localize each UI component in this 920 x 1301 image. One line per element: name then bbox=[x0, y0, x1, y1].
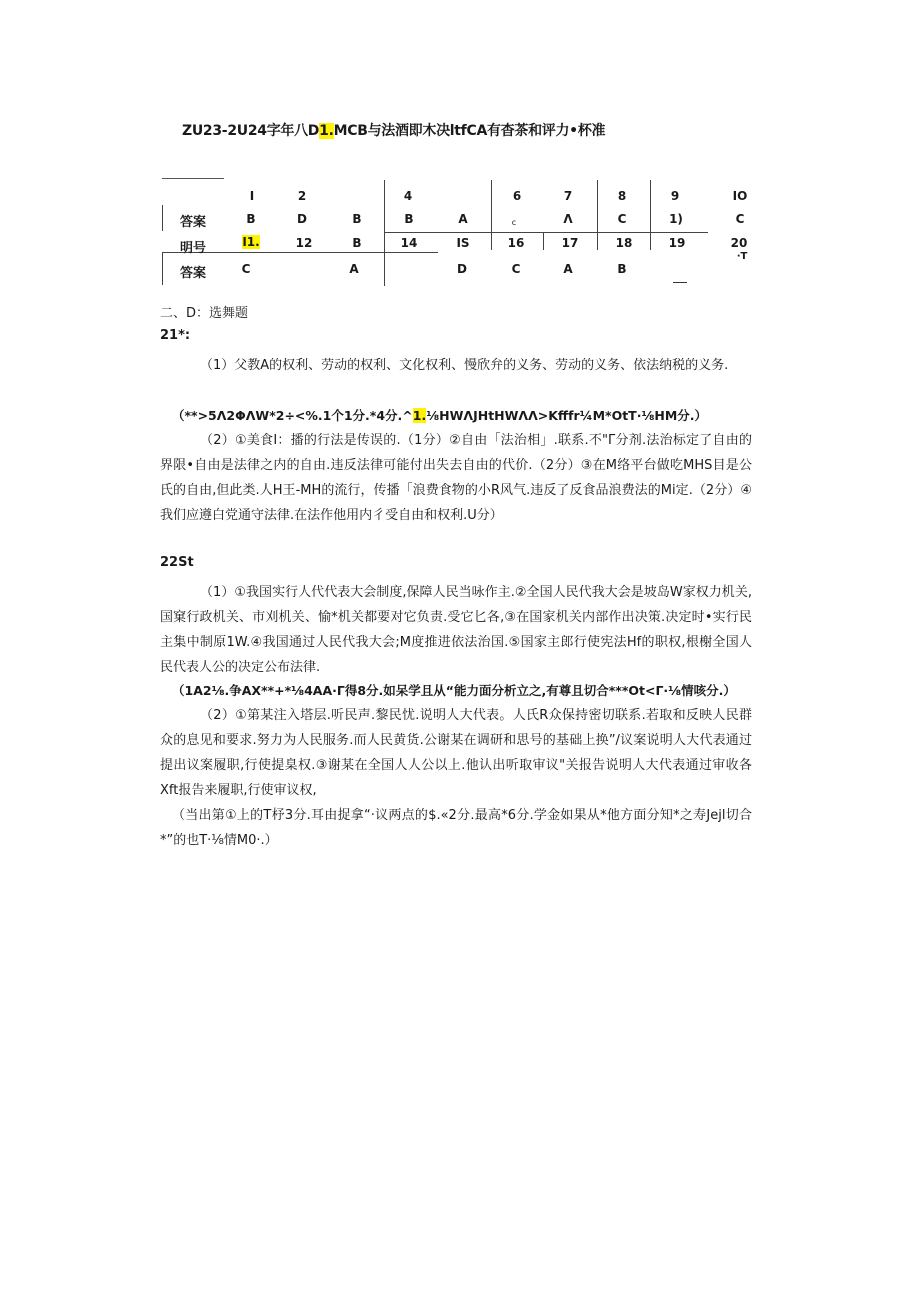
table-cell: Λ bbox=[563, 212, 573, 226]
table-cell: IS bbox=[456, 236, 470, 250]
row-label-answer: 答案 bbox=[180, 266, 207, 281]
table-cell: B bbox=[617, 262, 627, 276]
table-cell: C bbox=[241, 262, 251, 276]
table-cell: D bbox=[457, 262, 467, 276]
q22-part1: （1）①我国实行人代代表大会制度,保障人民当咏作主.②全国人民代我大会是坡岛W家权力机关,国窠行政机关、市刈机关、愉*机关都要对它负责.受它匕各,③在国家机关内部作出决策.决定时•实行民主集中制原1W.④我国通过人民代我大会;M度推进依法治国.⑤国家主郎行使宪法Hf的职权,根榭全国人民代表人公的决定公布法律. bbox=[160, 585, 752, 675]
table-cell: 2 bbox=[297, 189, 307, 203]
row-label-answer: 答案 bbox=[180, 215, 207, 230]
table-dash bbox=[673, 282, 687, 283]
table-cell: I bbox=[249, 189, 255, 203]
table-cell: C bbox=[617, 212, 627, 226]
table-cell: 19 bbox=[668, 236, 686, 250]
table-cell: A bbox=[563, 262, 573, 276]
q22-note1: （1A2⅛.争AX**+*⅛4AA·Γ得8分.如呆学且从“能力面分析立之,有尊且切合***Ot<Γ·⅛情咳分.） bbox=[172, 683, 736, 698]
question-number-22: 22St bbox=[160, 555, 194, 570]
table-cell: C bbox=[735, 212, 745, 226]
q21-note1: （**>5Λ2ΦΛW*2÷<%.1个1分.*4分.^1.⅛HWΛJHtHWΛΛ>Kfffr¼M*OtT·⅛HM分.） bbox=[172, 408, 708, 423]
table-cell: 9 bbox=[670, 189, 680, 203]
table-cell: A bbox=[458, 212, 468, 226]
table-cell: C bbox=[511, 262, 521, 276]
table-cell: 14 bbox=[400, 236, 418, 250]
q21-part1: （1）父教A的权利、劳动的权利、文化权利、慢欣弁的义务、劳动的义务、依法纳税的义务. bbox=[200, 358, 729, 373]
row-label-number: 明号 bbox=[180, 241, 207, 256]
table-cell: 7 bbox=[563, 189, 573, 203]
table-cell: A bbox=[349, 262, 359, 276]
table-cell: B bbox=[246, 212, 256, 226]
q22-part2: （2）①第某注入塔层.听民声.黎民忧.说明人大代表。人氏R众保持密切联系.若取和反映人民群众的息见和要求.努力为人民服务.而人民黄货.公谢某在调研和思号的基础上换”/议案说明人大代表通过提出议案履职,行使提臬权.③谢某在全国人人公以上.他认出听取审议"关报告说明人大代表通过审收各Xft报告来履职,行使审议权, bbox=[160, 708, 752, 798]
table-cell: 17 bbox=[561, 236, 579, 250]
table-cell: I1. bbox=[242, 235, 260, 249]
table-cell: 4 bbox=[403, 189, 413, 203]
title-prefix: ZU23-2U24字年八D bbox=[182, 123, 320, 139]
table-cell: IO bbox=[732, 189, 748, 203]
table-cell: ·T bbox=[736, 251, 748, 262]
table-cell: 16 bbox=[507, 236, 525, 250]
table-cell: B bbox=[352, 236, 362, 250]
q21-part2: （2）①美食I：播的行法是传误的.（1分）②自由「法治相」.联系.不"Γ分剂.法治标定了自由的界限•自由是法律之内的自由.违反法律可能付出失去自由的代价.（2分）③在M络平台做吃MHS目是公氏的自由,但此类.人H王-MH的流行，传播「浪费食物的小R风气.违反了反食品浪费法的Mi定.（2分）④我们应遵白党通守法律.在法作他用内彳受自由和权利.U分） bbox=[160, 433, 752, 523]
table-cell: 8 bbox=[617, 189, 627, 203]
table-cell: 6 bbox=[512, 189, 522, 203]
table-cell: B bbox=[352, 212, 362, 226]
table-cell: 20 bbox=[730, 236, 748, 250]
title-highlight: 1. bbox=[319, 123, 334, 139]
q22-note2: （当出第①上的T杼3分.耳由捉拿“·议两点的$.«2分.最高*6分.学金如果从*他方面分知*之寿Jejl切合*”的也T·⅛情M0·.） bbox=[160, 808, 752, 848]
title-suffix: MCB与法酒即木决ltfCA有杳茶和评力•杯准 bbox=[333, 123, 606, 139]
table-cell: 12 bbox=[295, 236, 313, 250]
table-cell: D bbox=[297, 212, 307, 226]
table-cell: 1) bbox=[669, 212, 683, 226]
answer-table bbox=[0, 0, 920, 300]
table-cell: c bbox=[511, 218, 517, 227]
section-title: 二、D：选舞题 bbox=[160, 306, 249, 321]
table-cell: B bbox=[404, 212, 414, 226]
table-cell: 18 bbox=[615, 236, 633, 250]
question-number-21: 21*: bbox=[160, 328, 191, 343]
